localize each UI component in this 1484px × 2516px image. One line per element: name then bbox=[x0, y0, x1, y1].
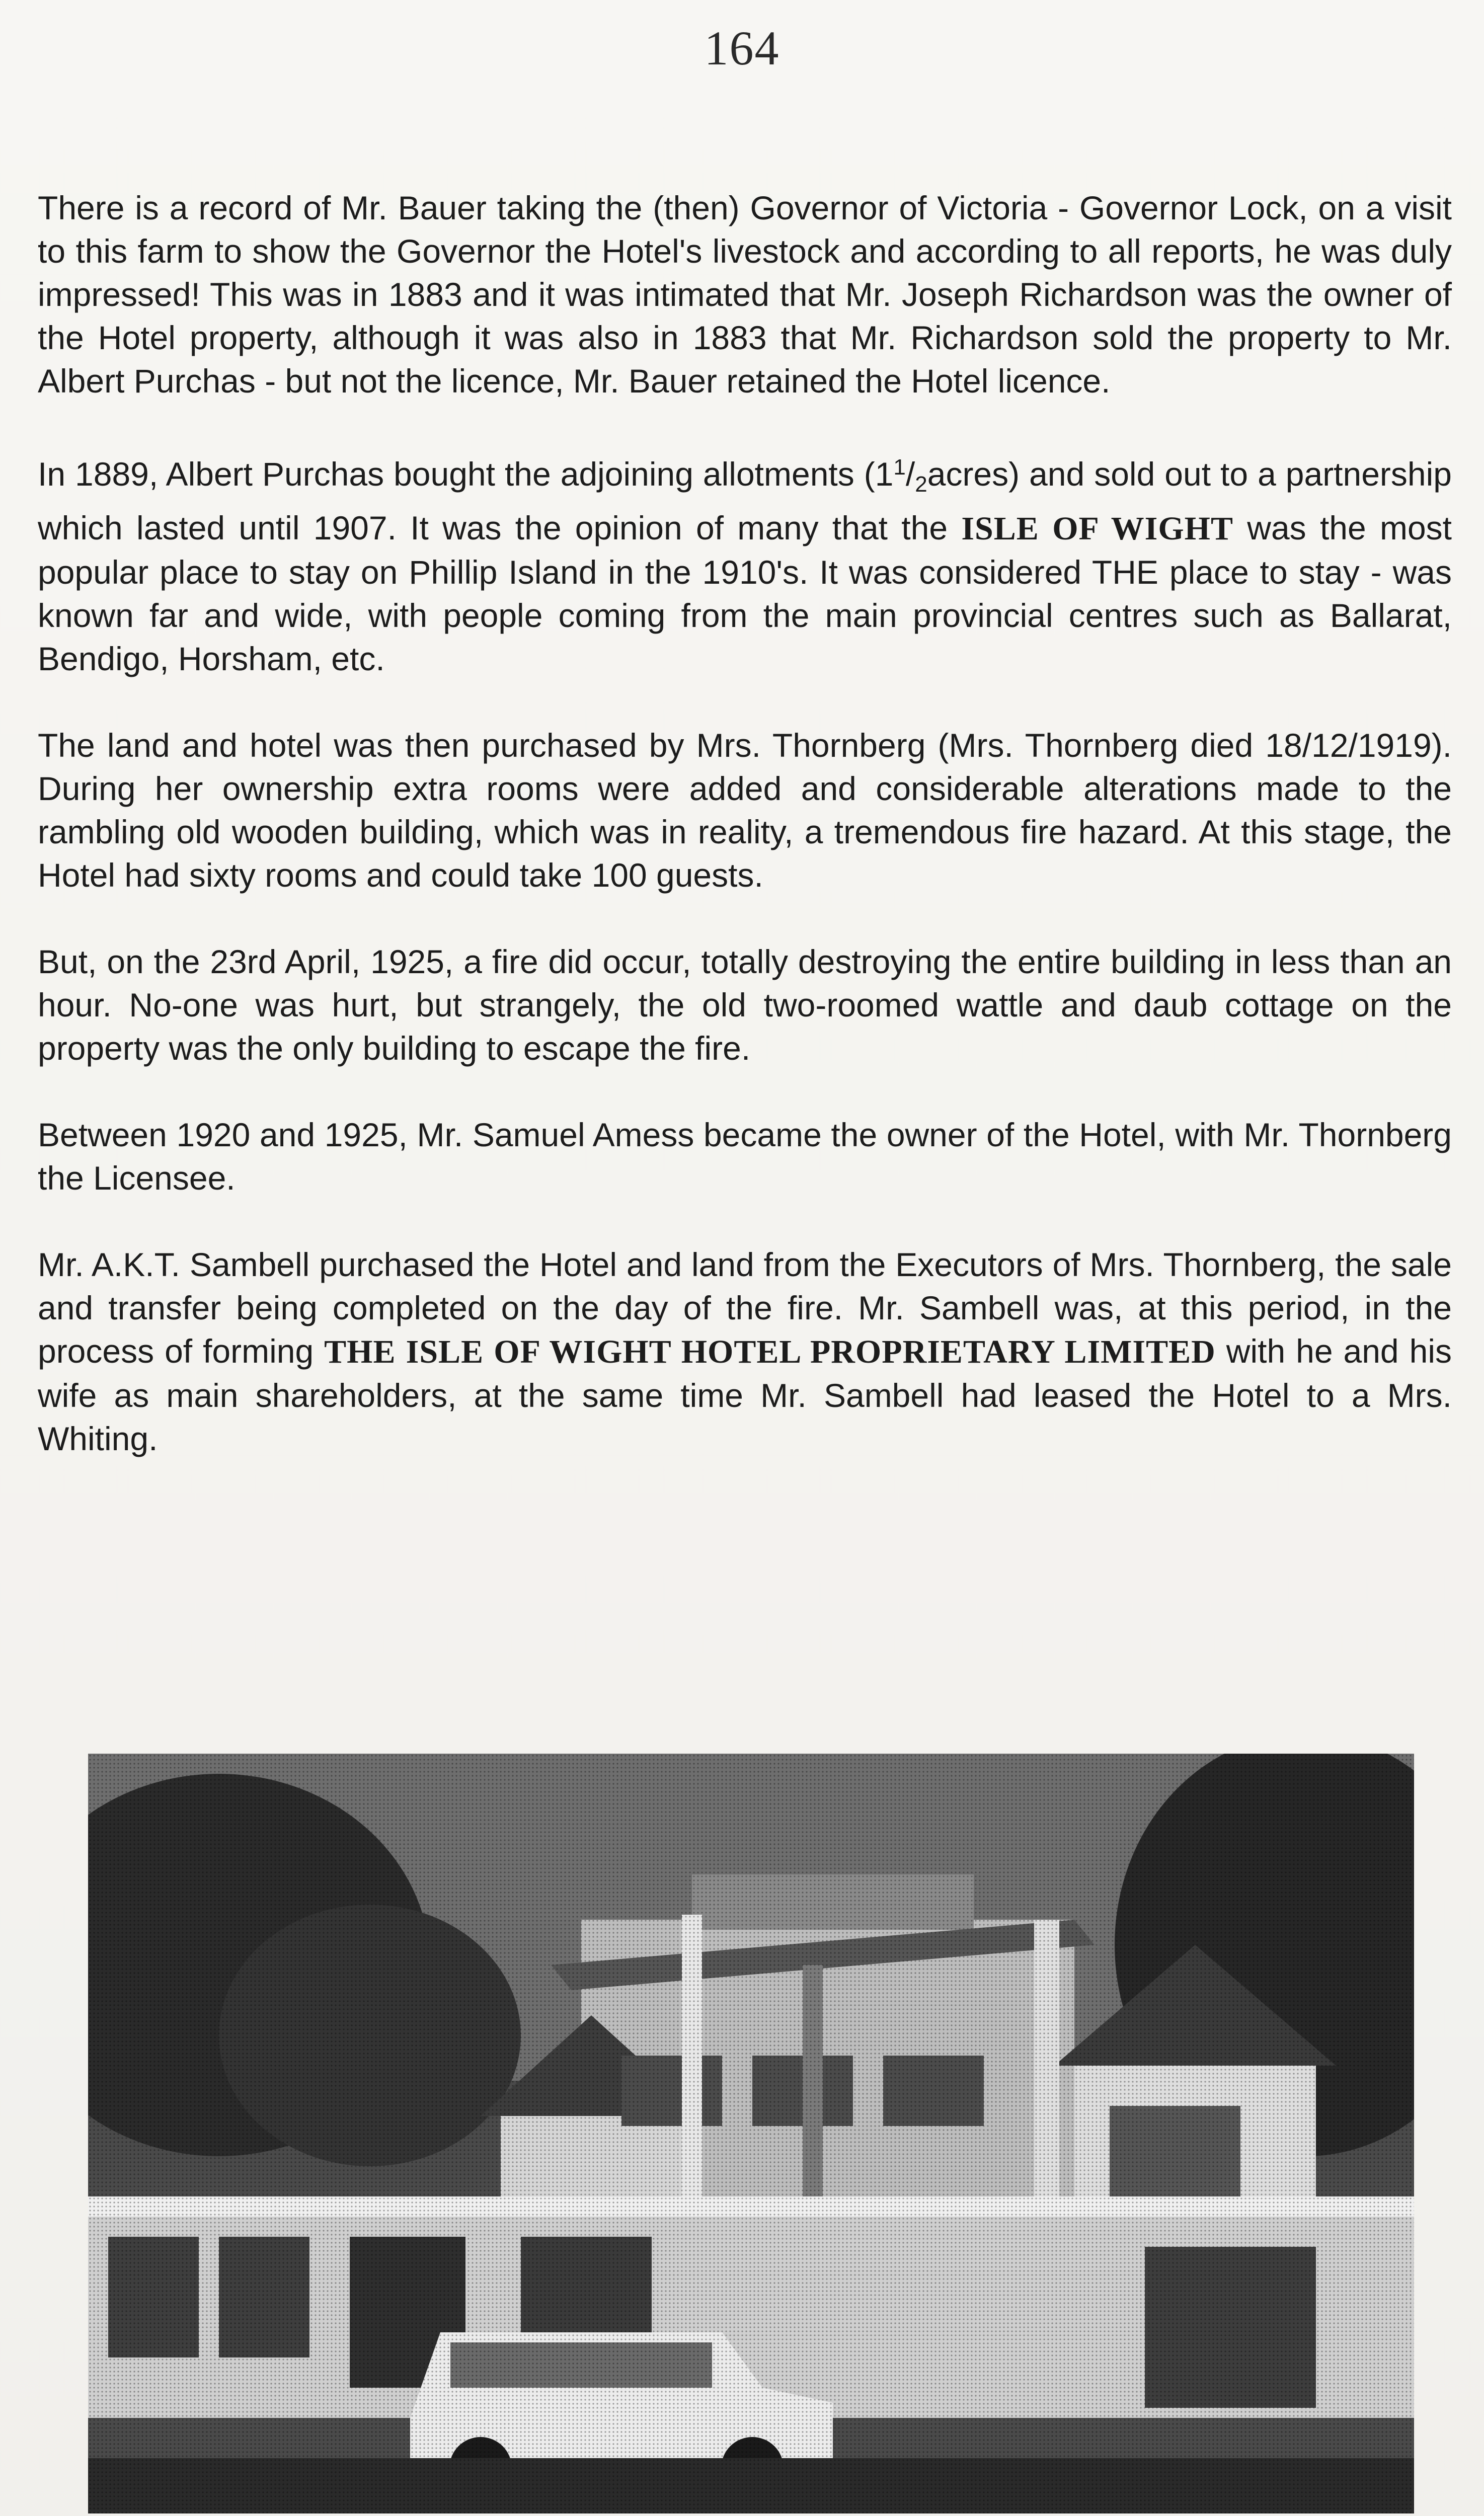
paragraph-6 bbox=[38, 1243, 1452, 1460]
paragraph-2-part-c: was the most popular place to stay on Phillip Island in the 1910's. It was considered THE place to stay - was known far and wide, with people coming from the main provincial centres such as Ballarat, Bendigo, Horsham, etc. bbox=[38, 509, 1452, 677]
hotel-photo-illustration bbox=[88, 1754, 1414, 2513]
page-number: 164 bbox=[704, 21, 780, 75]
isle-of-wight-bold: ISLE OF WIGHT bbox=[961, 510, 1234, 547]
paragraph-2: In 1889, Albert Purchas bought the adjoining allotments $(1^1/_2acres)$ and sold out to a partnership which lasted until 1907. It was the opinion of many that the ISLE OF WIGHT was the most popular place to stay on Phillip Island in the 1910's. It was considered THE place to stay - was known far and wide, with people coming from the main provincial centres such as Ballarat, Bendigo, Horsham, etc. bbox=[38, 455, 1452, 677]
company-name-bold: THE ISLE OF WIGHT HOTEL PROPRIETARY LIMITED bbox=[324, 1333, 1216, 1370]
paragraph-2-part-b: acres) and sold out to a partnership which lasted until 1907. It was the opinion of many that the bbox=[38, 455, 1452, 546]
fraction-denominator: 2 bbox=[915, 472, 927, 497]
paragraph-2-part-a: In 1889, Albert Purchas bought the adjoining allotments (1 bbox=[38, 455, 894, 493]
paragraph-5: Between 1920 and 1925, Mr. Samuel Amess became the owner of the Hotel, with Mr. Thornberg the Licensee. bbox=[38, 1116, 1452, 1197]
hotel-photograph bbox=[88, 1754, 1414, 2513]
paragraph-4: But, on the 23rd April, 1925, a fire did occur, totally destroying the entire building in less than an hour. No-one was hurt, but strangely, the old two-roomed wattle and daub cottage on the property was the only building to escape the fire. bbox=[38, 943, 1452, 1067]
paragraph-6-part-a: Mr. A.K.T. Sambell purchased the Hotel and land from the Executors of Mrs. Thornberg, the sale and transfer being completed on the day of the fire. Mr. Sambell was, at this period, in the process of forming bbox=[38, 1246, 1452, 1370]
halftone-overlay bbox=[88, 1754, 1414, 2513]
fraction-numerator: 1 bbox=[893, 455, 906, 480]
paragraph-1: There is a record of Mr. Bauer taking the (then) Governor of Victoria - Governor Lock, on a visit to this farm to show the Governor the Hotel's livestock and according to all reports, he was duly impressed! This was in 1883 and it was intimated that Mr. Joseph Richardson was the owner of the Hotel property, although it was also in 1883 that Mr. Richardson sold the property to Mr. Albert Purchas - but not the licence, Mr. Bauer retained the Hotel licence. bbox=[38, 189, 1452, 400]
paragraph-6-part-b: with he and his wife as main shareholders, at the same time Mr. Sambell had leased the Hotel to a Mrs. Whiting. bbox=[38, 1332, 1452, 1457]
paragraph-3: The land and hotel was then purchased by Mrs. Thornberg (Mrs. Thornberg died 18/12/1919). During her ownership extra rooms were added and considerable alterations made to the rambling old wooden building, which was in reality, a tremendous fire hazard. At this stage, the Hotel had sixty rooms and could take 100 guests. bbox=[38, 727, 1452, 894]
body-text bbox=[38, 186, 1452, 1504]
